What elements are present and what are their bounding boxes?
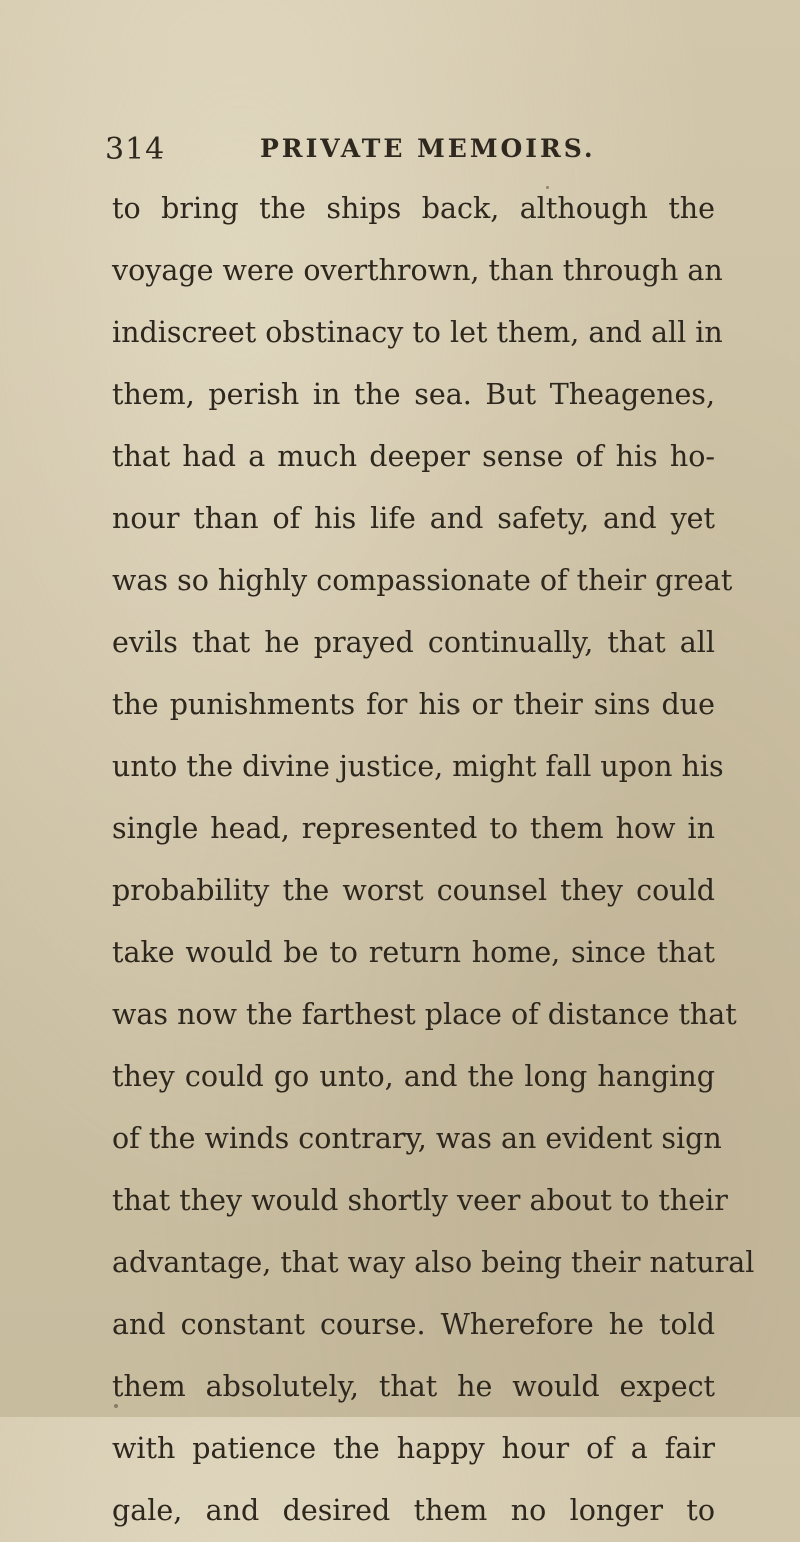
text-line: take would be to return home, since that bbox=[112, 936, 715, 969]
text-line: they could go unto, and the long hanging bbox=[112, 1060, 715, 1093]
text-line: that had a much deeper sense of his ho- bbox=[112, 440, 715, 473]
page-number: 314 bbox=[105, 132, 166, 167]
text-line: of the winds contrary, was an evident sign bbox=[112, 1122, 722, 1155]
paper-speck bbox=[455, 708, 460, 713]
text-line: unto the divine justice, might fall upon his bbox=[112, 750, 724, 783]
text-line: single head, represented to them how in bbox=[112, 812, 715, 845]
running-head bbox=[105, 132, 745, 172]
body-text bbox=[112, 178, 755, 1542]
text-line: that they would shortly veer about to their bbox=[112, 1184, 728, 1217]
text-line: them, perish in the sea. But Theagenes, bbox=[112, 378, 715, 411]
text-line: to bring the ships back, although the bbox=[112, 192, 715, 225]
text-line: gale, and desired them no longer to bbox=[112, 1494, 715, 1527]
text-line: was now the farthest place of distance that bbox=[112, 998, 737, 1031]
text-line: with patience the happy hour of a fair bbox=[112, 1432, 715, 1465]
text-line: evils that he prayed continually, that all bbox=[112, 626, 715, 659]
text-line: voyage were overthrown, than through an bbox=[112, 254, 723, 287]
text-line: and constant course. Wherefore he told bbox=[112, 1308, 715, 1341]
text-line: indiscreet obstinacy to let them, and all in bbox=[112, 316, 723, 349]
text-line: the punishments for his or their sins due bbox=[112, 688, 715, 721]
text-line: nour than of his life and safety, and yet bbox=[112, 502, 715, 535]
text-line: advantage, that way also being their natural bbox=[112, 1246, 755, 1279]
paper-speck bbox=[546, 186, 549, 189]
text-line: was so highly compassionate of their great bbox=[112, 564, 733, 597]
text-line: probability the worst counsel they could bbox=[112, 874, 715, 907]
text-line: them absolutely, that he would expect bbox=[112, 1370, 715, 1403]
running-head-title: PRIVATE MEMOIRS. bbox=[260, 134, 596, 163]
paper-speck bbox=[114, 1404, 118, 1408]
